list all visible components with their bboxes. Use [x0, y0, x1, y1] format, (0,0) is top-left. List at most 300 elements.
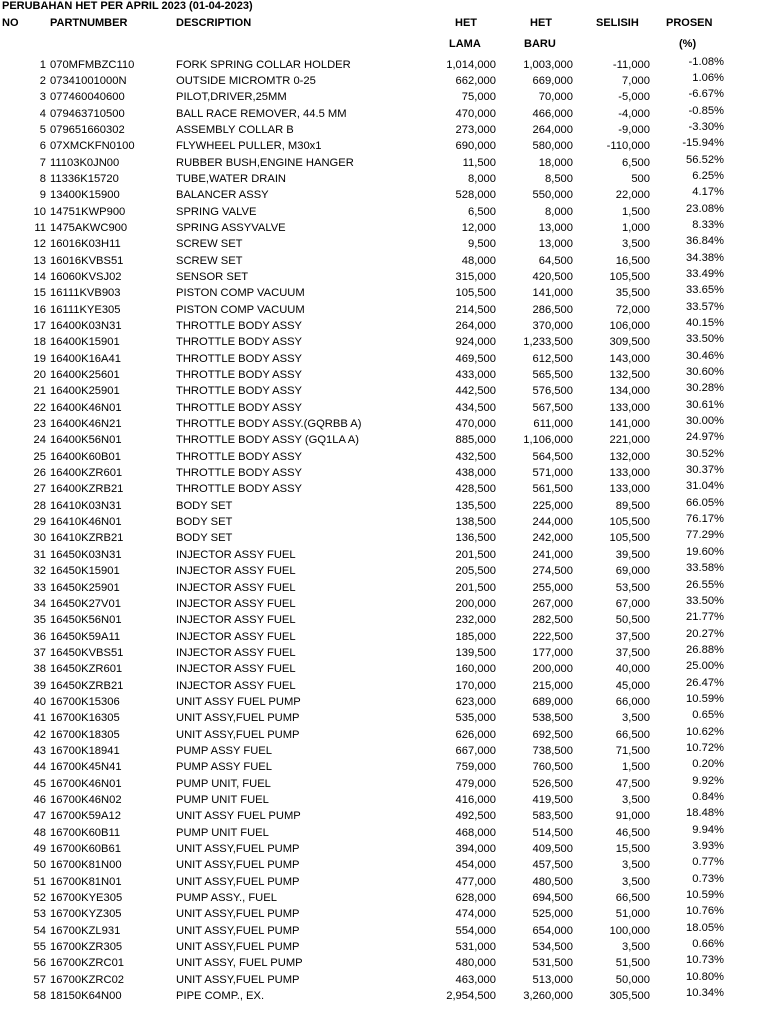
selisih: 51,500 [615, 957, 650, 970]
het-baru: 70,000 [538, 91, 573, 104]
prosen: 10.72% [686, 741, 724, 754]
prosen: 36.84% [686, 235, 724, 248]
description: PISTON COMP VACUUM [176, 287, 305, 300]
description: PUMP UNIT FUEL [176, 793, 269, 806]
het-baru: 689,000 [532, 695, 573, 708]
het-baru: 177,000 [532, 646, 573, 659]
table-row [0, 923, 768, 939]
part-number: 16400K15901 [50, 336, 120, 349]
description: THROTTLE BODY ASSY [176, 385, 302, 398]
table-row [0, 481, 768, 497]
het-baru: 576,500 [532, 385, 573, 398]
description: INJECTOR ASSY FUEL [176, 565, 296, 578]
part-number: 16400K16A41 [50, 352, 121, 365]
row-number: 25 [33, 450, 46, 463]
prosen: -1.08% [688, 55, 724, 68]
description: UNIT ASSY,FUEL PUMP [176, 924, 300, 937]
het-baru: 513,000 [532, 973, 573, 986]
selisih: 221,000 [609, 434, 650, 447]
het-baru: 282,500 [532, 614, 573, 627]
part-number: 070MFMBZC110 [50, 58, 135, 71]
description: PIPE COMP., EX. [176, 990, 265, 1003]
het-lama: 6,500 [468, 205, 496, 218]
selisih: 37,500 [615, 646, 650, 659]
selisih: 134,000 [609, 385, 650, 398]
row-number: 32 [33, 565, 46, 578]
description: UNIT ASSY,FUEL PUMP [176, 728, 300, 741]
prosen: 33.50% [686, 333, 724, 346]
selisih: 100,000 [609, 924, 650, 937]
het-lama: 9,500 [468, 238, 496, 251]
selisih: 133,000 [609, 467, 650, 480]
description: INJECTOR ASSY FUEL [176, 646, 296, 659]
row-number: 15 [33, 287, 46, 300]
prosen: 33.65% [686, 284, 724, 297]
description: THROTTLE BODY ASSY [176, 450, 302, 463]
description: PUMP UNIT, FUEL [176, 777, 271, 790]
description: UNIT ASSY,FUEL PUMP [176, 875, 300, 888]
row-number: 5 [39, 123, 46, 136]
table-row [0, 792, 768, 808]
selisih: 50,000 [615, 973, 650, 986]
prosen: 10.59% [686, 889, 724, 902]
het-lama: 105,500 [455, 287, 496, 300]
het-baru: 466,000 [532, 107, 573, 120]
prosen: 34.38% [686, 251, 724, 264]
prosen: 0.65% [692, 709, 724, 722]
row-number: 24 [33, 434, 46, 447]
het-baru: 550,000 [532, 189, 573, 202]
selisih: 91,000 [615, 810, 650, 823]
description: OUTSIDE MICROMTR 0-25 [176, 74, 316, 87]
description: TUBE,WATER DRAIN [176, 172, 287, 185]
description: SCREW SET [176, 238, 243, 251]
table-row [0, 57, 768, 73]
selisih: -4,000 [618, 107, 650, 120]
selisih: 7,000 [622, 74, 650, 87]
description: INJECTOR ASSY FUEL [176, 614, 296, 627]
selisih: -11,000 [612, 58, 650, 71]
row-number: 27 [33, 483, 46, 496]
het-lama: 690,000 [455, 140, 496, 153]
part-number: 13400K15900 [50, 189, 120, 202]
table-row [0, 351, 768, 367]
row-number: 55 [33, 941, 46, 954]
table-row [0, 171, 768, 187]
part-number: 16450K25901 [50, 581, 120, 594]
selisih: -5,000 [618, 91, 650, 104]
het-baru: 274,500 [532, 565, 573, 578]
prosen: 3.93% [692, 840, 724, 852]
row-number: 37 [33, 646, 46, 659]
table-row [0, 857, 768, 873]
het-baru: 13,000 [538, 221, 573, 234]
table-row [0, 432, 768, 448]
prosen: 0.73% [692, 872, 724, 885]
prosen: 30.00% [686, 415, 724, 428]
row-number: 8 [39, 172, 46, 185]
description: UNIT ASSY,FUEL PUMP [176, 973, 300, 986]
row-number: 9 [39, 189, 46, 202]
part-number: 16400K46N01 [50, 401, 122, 414]
het-baru: 457,500 [532, 859, 573, 872]
row-number: 57 [33, 973, 46, 986]
selisih: 105,500 [609, 516, 650, 529]
prosen: 66.05% [686, 496, 724, 509]
het-baru: 242,000 [532, 532, 573, 545]
table-row [0, 612, 768, 628]
het-lama: 662,000 [455, 74, 496, 87]
selisih: 133,000 [609, 483, 650, 496]
het-lama: 626,000 [455, 728, 496, 741]
table-row [0, 759, 768, 775]
het-baru: 760,500 [532, 761, 573, 774]
part-number: 1475AKWC900 [50, 221, 128, 234]
het-lama: 394,000 [455, 843, 496, 855]
description: SPRING VALVE [176, 205, 257, 218]
table-row [0, 106, 768, 122]
het-lama: 442,500 [455, 385, 496, 398]
het-baru: 13,000 [538, 238, 573, 251]
row-number: 44 [33, 761, 46, 774]
prosen: -6.67% [688, 88, 724, 101]
het-lama: 139,500 [455, 646, 496, 659]
table-row [0, 694, 768, 710]
het-lama: 434,500 [455, 401, 496, 414]
table-row [0, 383, 768, 399]
row-number: 38 [33, 663, 46, 676]
prosen: 10.80% [686, 970, 724, 983]
table-row [0, 906, 768, 922]
table-row [0, 939, 768, 955]
part-number: 14751KWP900 [50, 205, 126, 218]
prosen: 30.37% [686, 464, 724, 477]
het-baru: 534,500 [532, 941, 573, 954]
selisih: 45,000 [615, 679, 650, 692]
het-lama: 428,500 [455, 483, 496, 496]
selisih: 105,500 [609, 532, 650, 545]
row-number: 10 [33, 205, 46, 218]
het-lama: 667,000 [455, 744, 496, 757]
row-number: 56 [33, 957, 46, 970]
het-lama: 416,000 [455, 793, 496, 806]
het-baru: 1,106,000 [523, 434, 573, 447]
het-lama: 463,000 [455, 973, 496, 986]
part-number: 16111KVB903 [50, 287, 121, 300]
description: BALANCER ASSY [176, 189, 269, 202]
prosen: 18.05% [686, 921, 724, 934]
part-number: 079651660302 [50, 123, 125, 136]
part-number: 16700K60B11 [50, 826, 121, 839]
prosen: 33.58% [686, 562, 724, 575]
het-baru: 525,000 [532, 908, 573, 921]
description: INJECTOR ASSY FUEL [176, 548, 296, 561]
het-lama: 470,000 [455, 418, 496, 431]
table-row [0, 743, 768, 759]
row-number: 14 [33, 270, 46, 283]
selisih: 22,000 [615, 189, 650, 202]
selisih: 71,500 [615, 744, 650, 757]
het-baru: 611,000 [533, 418, 573, 431]
het-lama: 477,000 [455, 875, 496, 888]
row-number: 49 [33, 843, 46, 855]
part-number: 16400K60B01 [50, 450, 121, 463]
description: PUMP ASSY FUEL [176, 744, 272, 757]
het-baru: 264,000 [532, 123, 573, 136]
description: BODY SET [176, 499, 233, 512]
selisih: 309,500 [609, 336, 650, 349]
het-baru: 514,500 [532, 826, 573, 839]
selisih: 305,500 [609, 990, 650, 1003]
table-row [0, 269, 768, 285]
het-baru: 564,500 [532, 450, 573, 463]
prosen: 33.50% [686, 594, 724, 607]
table-row [0, 678, 768, 694]
het-lama: 480,000 [455, 957, 496, 970]
row-number: 13 [33, 254, 46, 267]
selisih: 66,500 [615, 728, 650, 741]
row-number: 51 [33, 875, 46, 888]
prosen: 31.04% [686, 480, 724, 493]
het-baru: 64,500 [538, 254, 573, 267]
prosen: 8.33% [692, 218, 724, 231]
selisih: 40,000 [615, 663, 650, 676]
description: PUMP ASSY., FUEL [176, 892, 277, 905]
selisih: 47,500 [615, 777, 650, 790]
prosen: 30.28% [686, 382, 724, 395]
het-baru: 526,500 [532, 777, 573, 790]
het-lama: 1,014,000 [446, 58, 496, 71]
table-row [0, 825, 768, 841]
selisih: 105,500 [609, 270, 650, 283]
row-number: 47 [33, 810, 46, 823]
het-baru: 1,003,000 [523, 58, 573, 71]
het-baru: 738,500 [532, 744, 573, 757]
het-lama: 623,000 [455, 695, 496, 708]
selisih: 106,000 [609, 320, 650, 332]
description: UNIT ASSY FUEL PUMP [176, 810, 301, 823]
het-lama: 470,000 [455, 107, 496, 120]
het-baru: 409,500 [532, 843, 573, 855]
het-baru: 215,000 [532, 679, 573, 692]
prosen: 19.60% [686, 545, 724, 558]
het-baru: 692,500 [532, 728, 573, 741]
row-number: 18 [33, 336, 46, 349]
het-baru: 370,000 [532, 320, 573, 332]
row-number: 35 [33, 614, 46, 627]
het-lama: 200,000 [455, 597, 496, 610]
table-row [0, 988, 768, 1004]
part-number: 16700K18941 [50, 744, 120, 757]
het-lama: 11,500 [462, 156, 496, 169]
part-number: 16016KVBS51 [50, 254, 124, 267]
part-number: 16060KVSJ02 [50, 270, 122, 283]
het-lama: 468,000 [455, 826, 496, 839]
description: SENSOR SET [176, 270, 249, 283]
part-number: 16400K46N21 [50, 418, 122, 431]
row-number: 7 [39, 156, 46, 169]
prosen: 0.20% [692, 758, 724, 771]
selisih: 3,500 [622, 859, 650, 872]
selisih: 1,500 [622, 761, 650, 774]
het-baru: 580,000 [532, 140, 573, 153]
table-row [0, 449, 768, 465]
selisih: 133,000 [609, 401, 650, 414]
description: INJECTOR ASSY FUEL [176, 679, 296, 692]
prosen: 4.17% [692, 186, 724, 199]
part-number: 16111KYE305 [50, 303, 121, 316]
prosen: 0.77% [692, 856, 724, 869]
prosen: 18.48% [686, 807, 724, 820]
het-lama: 8,000 [468, 172, 496, 185]
table-row [0, 776, 768, 792]
part-number: 16700KZR305 [50, 941, 123, 954]
het-baru: 480,500 [532, 875, 573, 888]
selisih: 3,500 [622, 875, 650, 888]
prosen: 9.94% [692, 823, 724, 836]
header-het-lama-line2: LAMA [449, 38, 481, 50]
het-baru: 1,233,500 [523, 336, 573, 349]
het-lama: 492,500 [455, 810, 496, 823]
het-baru: 419,500 [532, 793, 573, 806]
table-row [0, 629, 768, 645]
table-row [0, 285, 768, 301]
header-prosen-line2: (%) [679, 38, 697, 50]
het-lama: 201,500 [455, 581, 496, 594]
description: INJECTOR ASSY FUEL [176, 630, 296, 643]
part-number: 16450KZR601 [50, 663, 123, 676]
het-baru: 200,000 [532, 663, 573, 676]
row-number: 12 [33, 238, 46, 251]
description: SPRING ASSYVALVE [176, 221, 286, 234]
part-number: 16700K18305 [50, 728, 120, 741]
row-number: 29 [33, 516, 46, 529]
part-number: 16016K03H11 [50, 238, 121, 251]
part-number: 07341001000N [50, 74, 127, 87]
prosen: 10.62% [686, 725, 724, 738]
table-row [0, 122, 768, 138]
row-number: 4 [39, 107, 46, 120]
table-row [0, 972, 768, 988]
part-number: 16700K45N41 [50, 761, 122, 774]
row-number: 28 [33, 499, 46, 512]
prosen: 30.61% [686, 398, 724, 411]
part-number: 16450KVBS51 [50, 646, 124, 659]
row-number: 19 [33, 352, 46, 365]
description: UNIT ASSY,FUEL PUMP [176, 843, 300, 855]
het-baru: 561,500 [532, 483, 573, 496]
prosen: -0.85% [688, 104, 724, 117]
selisih: 132,000 [609, 450, 650, 463]
selisih: 141,000 [609, 418, 650, 431]
prosen: 76.17% [686, 513, 724, 526]
description: BALL RACE REMOVER, 44.5 MM [176, 107, 347, 120]
table-row [0, 220, 768, 236]
part-number: 077460040600 [50, 91, 125, 104]
description: THROTTLE BODY ASSY [176, 336, 302, 349]
het-lama: 160,000 [455, 663, 496, 676]
part-number: 16450K59A11 [50, 630, 121, 643]
selisih: 15,500 [615, 843, 650, 855]
table-row [0, 253, 768, 269]
table-row [0, 138, 768, 154]
prosen: 0.66% [692, 938, 724, 951]
selisih: 50,500 [615, 614, 650, 627]
table-row [0, 661, 768, 677]
het-baru: 241,000 [532, 548, 573, 561]
row-number: 1 [39, 58, 46, 71]
description: FORK SPRING COLLAR HOLDER [176, 58, 351, 71]
table-row [0, 580, 768, 596]
selisih: 3,500 [622, 941, 650, 954]
prosen: 9.92% [692, 774, 724, 787]
description: PILOT,DRIVER,25MM [176, 91, 287, 104]
table-row [0, 547, 768, 563]
het-lama: 628,000 [455, 892, 496, 905]
het-baru: 141,000 [532, 287, 573, 300]
row-number: 23 [33, 418, 46, 431]
het-baru: 567,500 [532, 401, 573, 414]
selisih: 35,500 [615, 287, 650, 300]
table-row [0, 416, 768, 432]
row-number: 46 [33, 793, 46, 806]
table-row [0, 465, 768, 481]
selisih: 72,000 [615, 303, 650, 316]
selisih: 16,500 [615, 254, 650, 267]
table-row [0, 874, 768, 890]
het-baru: 565,500 [532, 369, 573, 382]
description: UNIT ASSY,FUEL PUMP [176, 859, 300, 872]
description: THROTTLE BODY ASSY [176, 320, 302, 332]
selisih: 3,500 [622, 712, 650, 725]
description: PUMP UNIT FUEL [176, 826, 269, 839]
row-number: 45 [33, 777, 46, 790]
table-row [0, 302, 768, 318]
het-lama: 885,000 [455, 434, 496, 447]
selisih: 143,000 [609, 352, 650, 365]
het-baru: 571,000 [532, 467, 573, 480]
row-number: 41 [33, 712, 46, 725]
description: UNIT ASSY,FUEL PUMP [176, 908, 300, 921]
header-selisih: SELISIH [596, 17, 639, 29]
description: THROTTLE BODY ASSY [176, 483, 302, 496]
part-number: 16400K25901 [50, 385, 120, 398]
table-row [0, 204, 768, 220]
part-number: 16400KZR601 [50, 467, 123, 480]
selisih: 66,000 [615, 695, 650, 708]
table-row [0, 808, 768, 824]
het-lama: 924,000 [455, 336, 496, 349]
row-number: 48 [33, 826, 46, 839]
table-row [0, 236, 768, 252]
prosen: 23.08% [686, 202, 724, 215]
het-baru: 8,500 [545, 172, 573, 185]
header-description: DESCRIPTION [176, 17, 252, 29]
prosen: 30.46% [686, 349, 724, 362]
het-lama: 535,000 [455, 712, 496, 725]
description: PUMP ASSY FUEL [176, 761, 272, 774]
description: SCREW SET [176, 254, 243, 267]
header-het-lama-line1: HET [455, 17, 477, 29]
part-number: 16700KZRC02 [50, 973, 125, 986]
het-lama: 12,000 [461, 221, 496, 234]
prosen: 26.47% [686, 676, 724, 689]
part-number: 16700KYE305 [50, 892, 123, 905]
table-row [0, 155, 768, 171]
part-number: 16450K03N31 [50, 548, 122, 561]
het-lama: 528,000 [455, 189, 496, 202]
table-row [0, 367, 768, 383]
